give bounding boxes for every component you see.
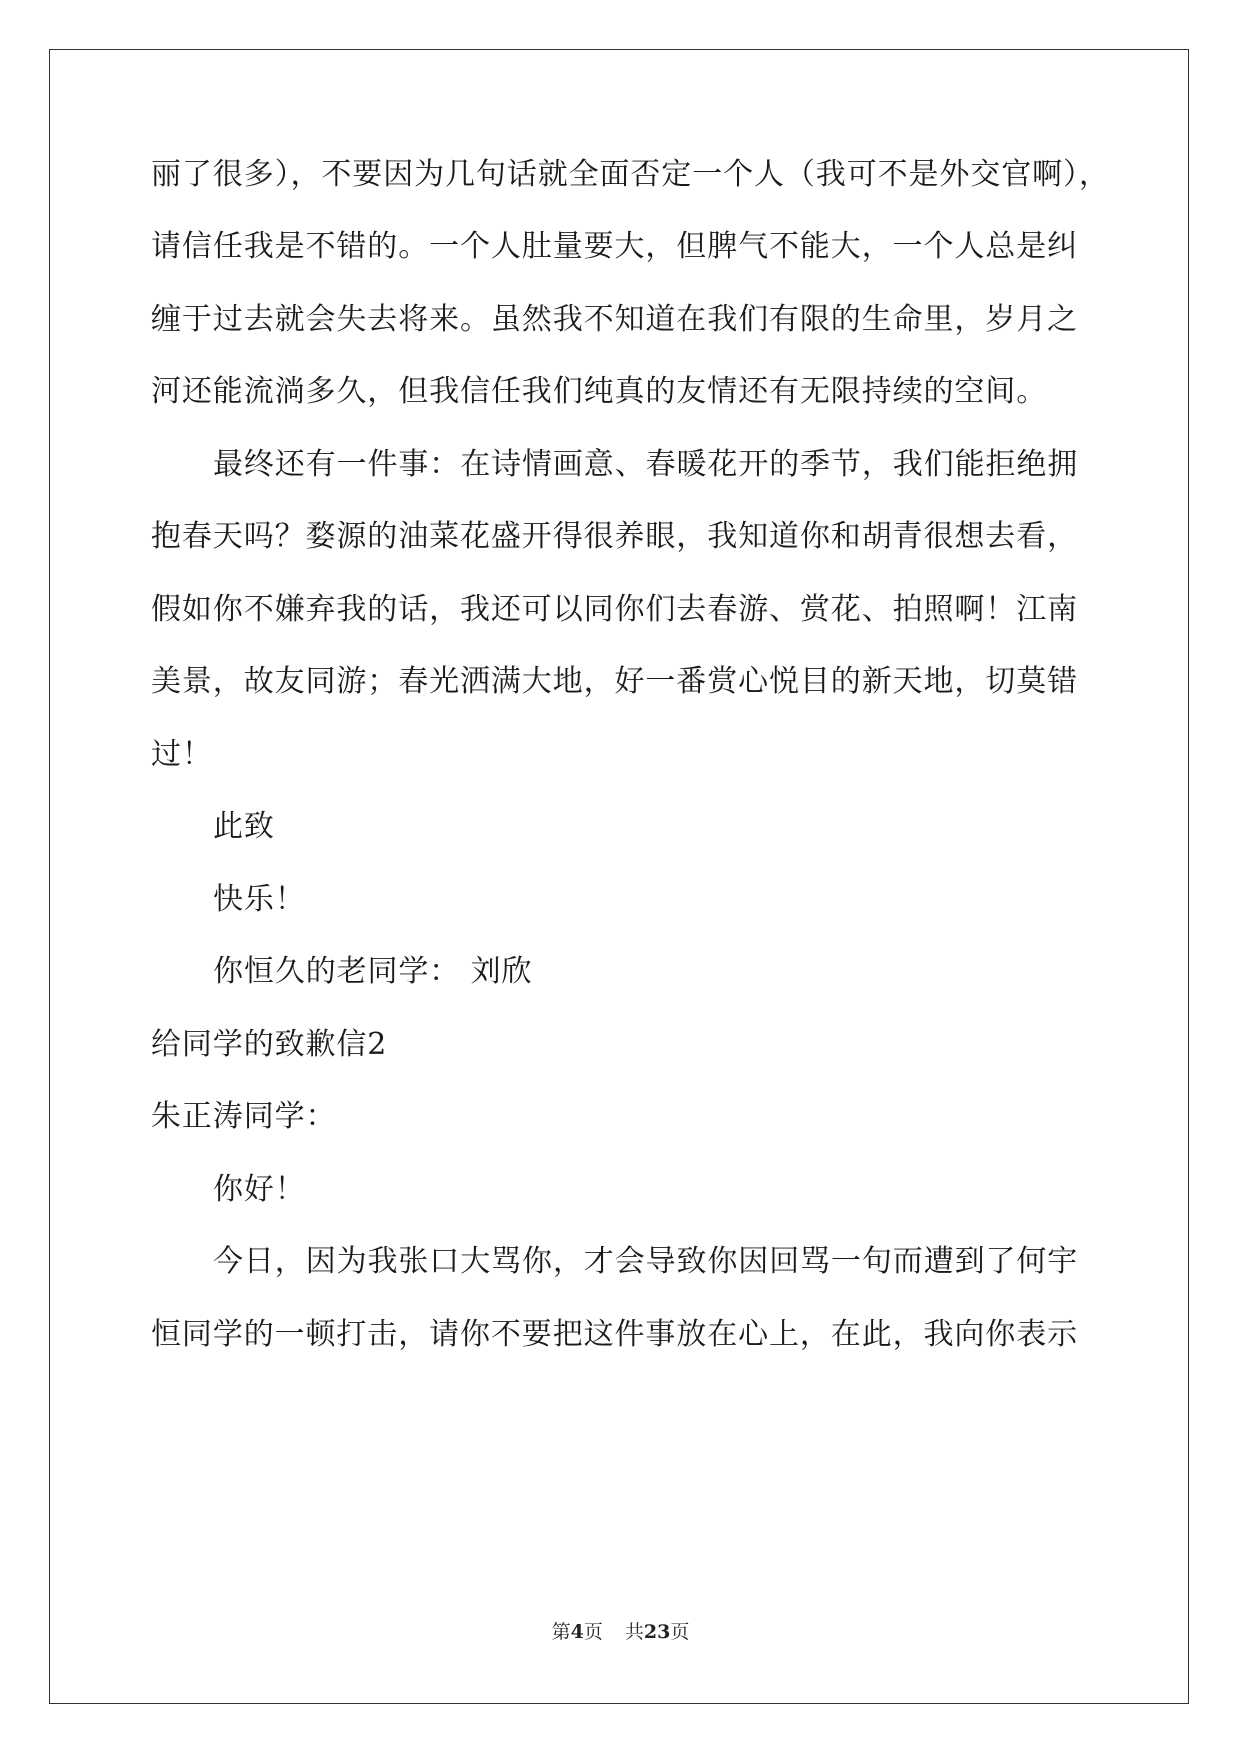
text-line: 假如你不嫌弃我的话，我还可以同你们去春游、赏花、拍照啊！江南 [151,592,1078,627]
text-line: 缠于过去就会失去将来。虽然我不知道在我们有限的生命里，岁月之 [151,302,1078,337]
closing-salutation: 此致 [213,809,275,844]
text-line: 丽了很多），不要因为几句话就全面否定一个人（我可不是外交官啊）， [151,157,1110,192]
page-footer [0,1620,1241,1644]
closing-wish: 快乐！ [213,882,306,917]
paragraph-start-line: 今日，因为我张口大骂你，才会导致你因回骂一句而遭到了何宇 [213,1244,1079,1279]
text-line: 河还能流淌多久，但我信任我们纯真的友情还有无限持续的空间。 [151,374,1048,409]
text-line: 请信任我是不错的。一个人肚量要大，但脾气不能大，一个人总是纠 [151,229,1078,264]
total-prefix: 共 [624,1621,644,1643]
text-line: 恒同学的一顿打击，请你不要把这件事放在心上，在此，我向你表示 [151,1317,1078,1352]
paragraph-start-line: 最终还有一件事：在诗情画意、春暖花开的季节，我们能拒绝拥 [213,447,1079,482]
page-border [49,49,1189,1704]
recipient-greeting: 朱正涛同学： [151,1099,337,1134]
signature-line: 你恒久的老同学： 刘欣 [213,954,533,989]
current-page-number: 4 [570,1621,584,1643]
total-suffix: 页 [670,1621,690,1643]
total-page-number: 23 [643,1621,671,1643]
section-heading: 给同学的致歉信2 [151,1027,388,1062]
text-line: 过！ [151,737,213,772]
text-line: 抱春天吗？婺源的油菜花盛开得很养眼，我知道你和胡青很想去看， [151,519,1078,554]
text-line: 美景，故友同游；春光洒满大地，好一番赏心悦目的新天地，切莫错 [151,664,1078,699]
hello-line: 你好！ [213,1172,306,1207]
page-suffix: 页 [583,1621,603,1643]
page-prefix: 第 [551,1621,571,1643]
